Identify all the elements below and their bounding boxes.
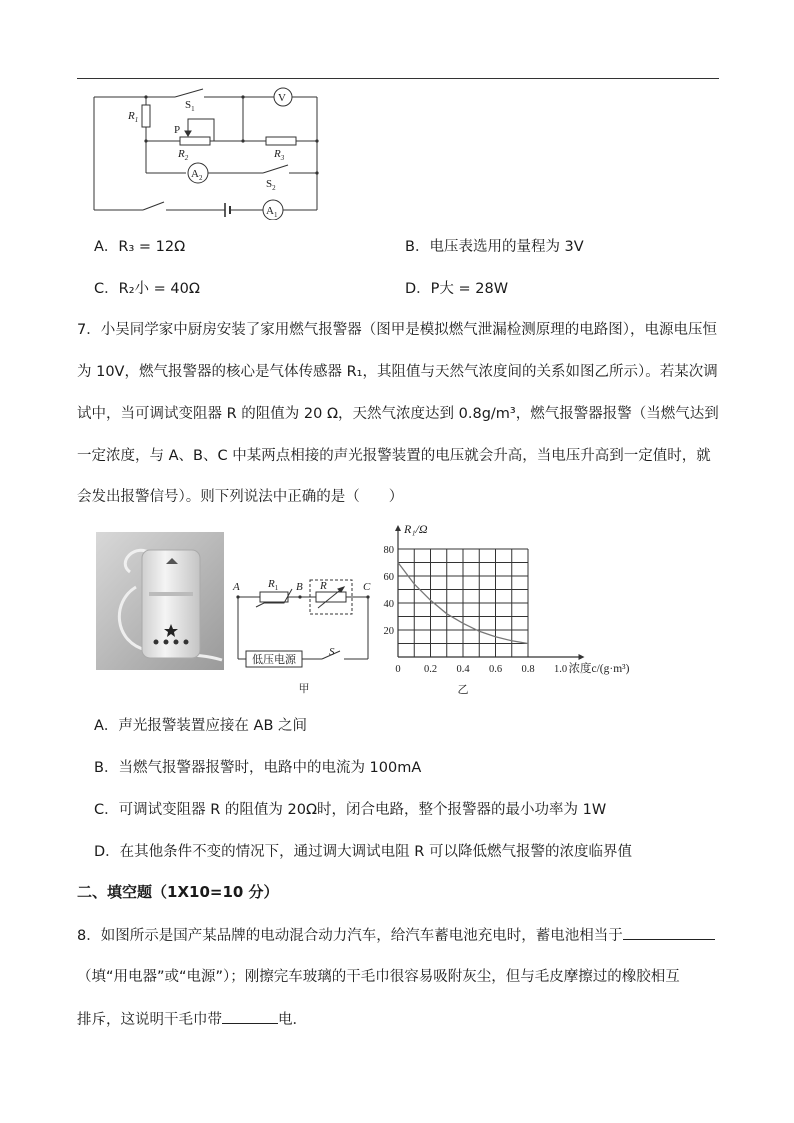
q7-option-c: C．可调试变阻器 R 的阻值为 20Ω时，闭合电路，整个报警器的最小功率为 1W <box>94 802 607 818</box>
q8-blank-1[interactable] <box>623 925 715 940</box>
y-tick-label: 40 <box>383 599 394 610</box>
q8-line-3 <box>77 1009 307 1030</box>
figure-jia-circuit <box>230 575 380 700</box>
q7-stem-line-4: 一定浓度，与 A、B、C 中某两点相接的声光报警装置的电压就会升高，当电压升高到一定值时，就 <box>77 448 711 464</box>
gas-detector-photo <box>96 532 224 670</box>
y-axis-label: R₁/Ω <box>404 522 428 536</box>
section-2-title: 二、填空题（1X10=10 分） <box>77 883 279 901</box>
r1-resistor <box>142 105 150 127</box>
q8-line-3-text-a: 排斥，这说明干毛巾带 <box>77 1012 222 1028</box>
caption-yi: 乙 <box>457 684 469 696</box>
x-axis-arrow <box>579 654 585 660</box>
q8-line-3-text-b: 电． <box>278 1012 307 1028</box>
q7-stem-line-5: 会发出报警信号）。则下列说法中正确的是（ ） <box>77 489 404 505</box>
q8-line-1 <box>77 925 715 946</box>
q6-circuit-diagram <box>88 85 328 220</box>
r2-rheostat <box>180 137 210 145</box>
point-b: B <box>296 581 303 593</box>
q8-blank-2[interactable] <box>222 1009 278 1024</box>
q8-line-1-text: 8．如图所示是国产某品牌的电动混合动力汽车，给汽车蓄电池充电时，蓄电池相当于 <box>77 928 623 944</box>
label-s1: $S_1$ <box>185 99 195 113</box>
x-tick-label: 1.0 <box>553 664 568 675</box>
q6-option-c: C．R₂小 = 40Ω <box>94 281 200 297</box>
label-r3: $R_3$ <box>274 148 285 162</box>
point-a: A <box>233 581 240 593</box>
label-s: S <box>329 646 335 658</box>
q7-stem-line-2: 为 10V，燃气报警器的核心是气体传感器 R₁，其阻值与天然气浓度间的关系如图乙所示）。若某次调 <box>77 364 718 380</box>
y-tick-label: 80 <box>383 545 394 556</box>
x-tick-label: 0.2 <box>423 664 438 675</box>
point-c: C <box>363 581 371 593</box>
r1-gas-sensor <box>260 592 288 602</box>
q7-option-b: B．当燃气报警器报警时，电路中的电流为 100mA <box>94 760 422 776</box>
header-rule <box>77 78 719 79</box>
x-axis-label: 浓度c/(g·m³) <box>568 663 630 675</box>
q7-option-a: A．声光报警装置应接在 AB 之间 <box>94 718 308 734</box>
r3-resistor <box>266 137 296 145</box>
q6-option-b: B．电压表选用的量程为 3V <box>405 239 584 255</box>
caption-jia: 甲 <box>298 683 310 695</box>
label-r: R <box>320 580 327 592</box>
q7-stem-line-1: 7．小吴同学家中厨房安装了家用燃气报警器（图甲是模拟燃气泄漏检测原理的电路图），电源电压恒 <box>77 322 717 338</box>
x-tick-label: 0 <box>395 664 401 675</box>
figure-yi-chart <box>372 522 632 700</box>
label-a2: $A_2$ <box>191 168 203 182</box>
label-r1: $R_1$ <box>268 578 279 592</box>
x-tick-label: 0.4 <box>456 664 470 675</box>
label-a1: $A_1$ <box>266 205 278 219</box>
label-v: V <box>278 92 286 104</box>
x-tick-label: 0.8 <box>521 664 535 675</box>
label-low-voltage-source: 低压电源 <box>252 654 296 666</box>
q7-option-d: D．在其他条件不变的情况下，通过调大调试电阻 R 可以降低燃气报警的浓度临界值 <box>94 844 632 860</box>
q6-option-a: A．R₃ = 12Ω <box>94 239 186 255</box>
x-tick-label: 0.6 <box>488 664 503 675</box>
y-tick-label: 60 <box>383 572 394 583</box>
q7-stem-line-3: 试中，当可调试变阻器 R 的阻值为 20 Ω，天然气浓度达到 0.8g/m³，燃气报警器报警（当燃气达到 <box>77 406 719 422</box>
label-s2: $S_2$ <box>266 178 276 192</box>
q6-option-d: D．P大 = 28W <box>405 281 509 297</box>
label-r1: $R_1$ <box>128 110 139 124</box>
q8-line-2: （填“用电器”或“电源”）；刚擦完车玻璃的干毛巾很容易吸附灰尘，但与毛皮摩擦过的橡胶相互 <box>77 969 680 985</box>
y-tick-label: 20 <box>383 626 394 637</box>
label-r2: $R_2$ <box>178 148 189 162</box>
label-p: P <box>174 124 181 136</box>
y-axis-arrow <box>395 525 401 531</box>
